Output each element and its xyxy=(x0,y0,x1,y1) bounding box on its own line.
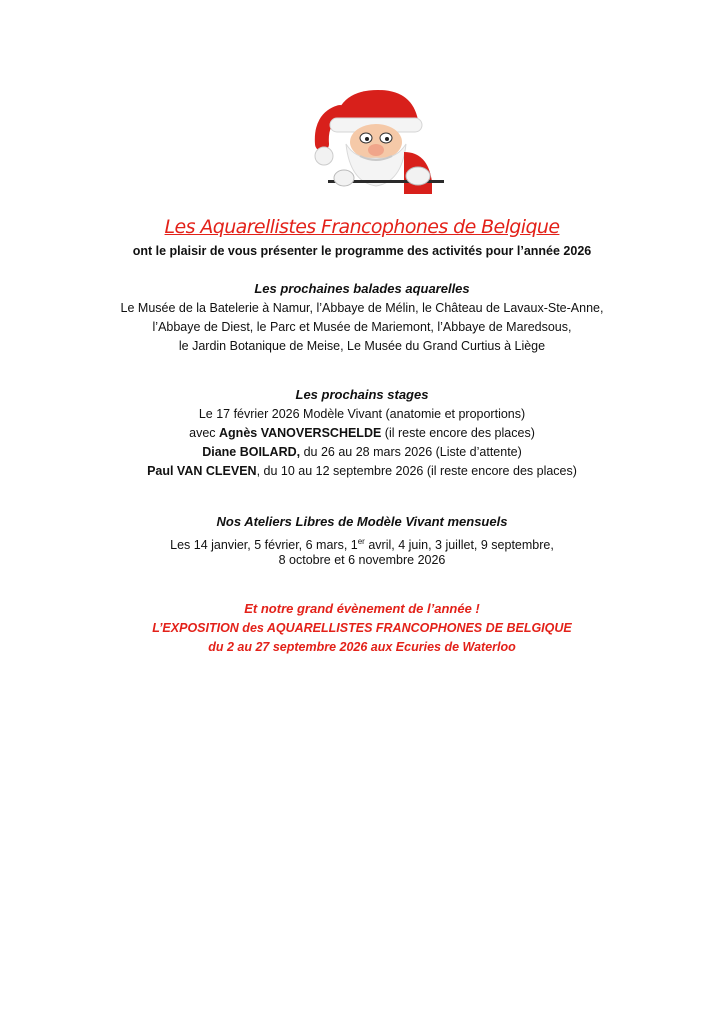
balades-line: le Jardin Botanique de Meise, Le Musée du Grand Curtius à Liège xyxy=(178,339,546,353)
stages-line: avec Agnès VANOVERSCHELDE (il reste encore des places) xyxy=(189,426,535,440)
stages-section-title: Les prochains stages xyxy=(295,387,429,402)
organization-title: Les Aquarellistes Francophones de Belgique xyxy=(164,216,560,238)
santa-claus-icon xyxy=(300,82,450,194)
intro-text: ont le plaisir de vous présenter le programme des activités pour l’année 2026 xyxy=(132,244,592,258)
event-line: du 2 au 27 septembre 2026 aux Ecuries de Waterloo xyxy=(208,640,516,654)
balades-line: Le Musée de la Batelerie à Namur, l’Abbaye de Mélin, le Château de Lavaux-Ste-Anne, xyxy=(120,301,604,315)
stages-line: Paul VAN CLEVEN, du 10 au 12 septembre 2026 (il reste encore des places) xyxy=(147,464,577,478)
ateliers-line: 8 octobre et 6 novembre 2026 xyxy=(278,553,446,567)
ateliers-line: Les 14 janvier, 5 février, 6 mars, 1er avril, 4 juin, 3 juillet, 9 septembre, xyxy=(170,537,554,553)
stages-line: Le 17 février 2026 Modèle Vivant (anatomie et proportions) xyxy=(198,407,526,421)
event-heading: Et notre grand évènement de l’année ! xyxy=(244,601,480,616)
event-line: L’EXPOSITION des AQUARELLISTES FRANCOPHONES DE BELGIQUE xyxy=(152,621,572,635)
stages-line: Diane BOILARD, du 26 au 28 mars 2026 (Liste d’attente) xyxy=(202,445,522,459)
ateliers-section-title: Nos Ateliers Libres de Modèle Vivant mensuels xyxy=(216,514,508,529)
balades-line: l’Abbaye de Diest, le Parc et Musée de Mariemont, l’Abbaye de Maredsous, xyxy=(152,320,572,334)
balades-section-title: Les prochaines balades aquarelles xyxy=(254,281,470,296)
